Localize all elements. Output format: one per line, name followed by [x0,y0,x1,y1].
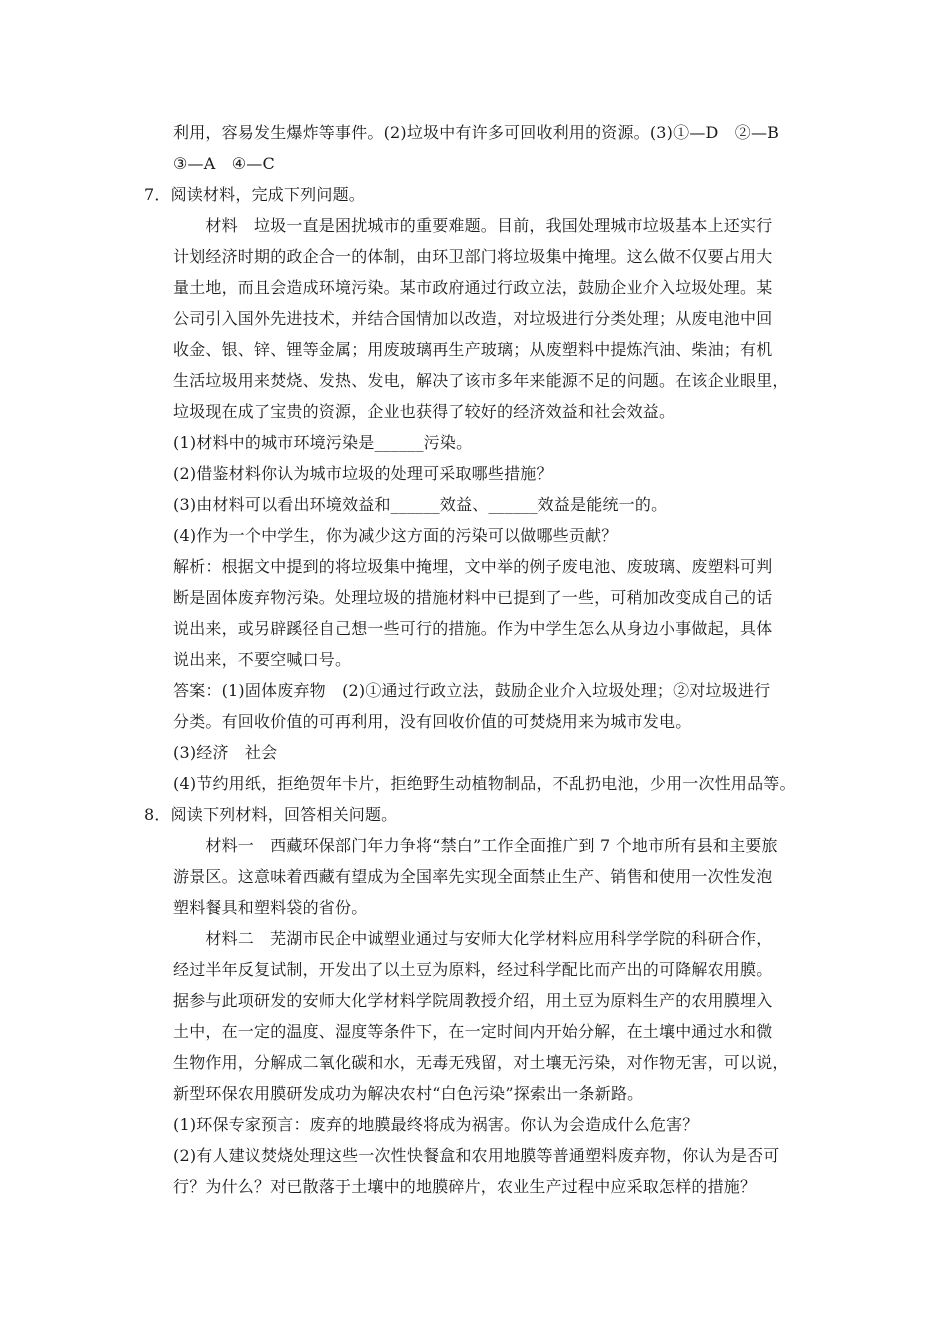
text-line: 游景区。这意味着西藏有望成为全国率先实现全面禁止生产、销售和使用一次性发泡 [173,867,773,886]
question-8-heading: 8．阅读下列材料，回答相关问题。 [144,805,398,824]
text-line: 说出来，或另辟蹊径自己想一些可行的措施。作为中学生怎么从身边小事做起，具体 [173,619,773,638]
text-line: 答案：(1)固体废弃物 (2)①通过行政立法，鼓励企业介入垃圾处理；②对垃圾进行 [173,681,771,700]
text-line: (2)有人建议焚烧处理这些一次性快餐盒和农用地膜等普通塑料废弃物，你认为是否可 [173,1146,780,1165]
text-line: (4)作为一个中学生，你为减少这方面的污染可以做哪些贡献？ [173,526,618,545]
text-line: 生物作用，分解成二氧化碳和水，无毒无残留，对土壤无污染，对作物无害，可以说， [173,1053,789,1072]
text-line: 经过半年反复试制，开发出了以土豆为原料，经过科学配比而产出的可降解农用膜。 [173,960,773,979]
text-line: (3)由材料可以看出环境效益和______效益、______效益是能统一的。 [173,495,668,514]
text-line: 土中，在一定的温度、湿度等条件下，在一定时间内开始分解，在土壤中通过水和微 [173,1022,773,1041]
text-line: 分类。有回收价值的可再利用，没有回收价值的可焚烧用来为城市发电。 [173,712,692,731]
text-line: 计划经济时期的政企合一的体制，由环卫部门将垃圾集中掩埋。这么做不仅要占用大 [173,247,773,266]
text-line: (1)材料中的城市环境污染是______污染。 [173,433,473,452]
text-line: 收金、银、锌、锂等金属；用废玻璃再生产玻璃；从废塑料中提炼汽油、柴油；有机 [173,340,773,359]
text-line: 生活垃圾用来焚烧、发热、发电，解决了该市多年来能源不足的问题。在该企业眼里， [173,371,789,390]
text-line: 垃圾现在成了宝贵的资源，企业也获得了较好的经济效益和社会效益。 [173,402,676,421]
text-line: 新型环保农用膜研发成功为解决农村“白色污染”探索出一条新路。 [173,1084,644,1103]
text-line: 解析：根据文中提到的将垃圾集中掩埋，文中举的例子废电池、废玻璃、废塑料可判 [173,557,773,576]
text-line: (1)环保专家预言：废弃的地膜最终将成为祸害。你认为会造成什么危害？ [173,1115,699,1134]
text-line: ③—A ④—C [173,154,275,173]
text-line: 说出来，不要空喊口号。 [173,650,352,669]
text-line: 塑料餐具和塑料袋的省份。 [173,898,368,917]
text-line: 材料二 芜湖市民企中诚塑业通过与安师大化学材料应用科学学院的科研合作， [173,929,773,948]
question-7-heading: 7．阅读材料，完成下列问题。 [144,185,365,204]
text-line: 材料 垃圾一直是困扰城市的重要难题。目前，我国处理城市垃圾基本上还实行 [173,216,773,235]
text-line: 断是固体废弃物污染。处理垃圾的措施材料中已提到了一些，可稍加改变成自己的话 [173,588,773,607]
text-line: (3)经济 社会 [173,743,278,762]
text-line: 行？为什么？对已散落于土壤中的地膜碎片，农业生产过程中应采取怎样的措施？ [173,1177,757,1196]
text-line: 利用，容易发生爆炸等事件。(2)垃圾中有许多可回收利用的资源。(3)①—D ②—B [173,123,780,142]
text-line: 材料一 西藏环保部门年力争将“禁白”工作全面推广到 7 个地市所有县和主要旅 [173,836,778,855]
text-line: (2)借鉴材料你认为城市垃圾的处理可采取哪些措施？ [173,464,553,483]
text-line: (4)节约用纸，拒绝贺年卡片，拒绝野生动植物制品，不乱扔电池，少用一次性用品等。 [173,774,796,793]
text-line: 公司引入国外先进技术，并结合国情加以改造，对垃圾进行分类处理；从废电池中回 [173,309,773,328]
text-line: 量土地，而且会造成环境污染。某市政府通过行政立法，鼓励企业介入垃圾处理。某 [173,278,773,297]
text-line: 据参与此项研发的安师大化学材料学院周教授介绍，用土豆为原料生产的农用膜埋入 [173,991,773,1010]
